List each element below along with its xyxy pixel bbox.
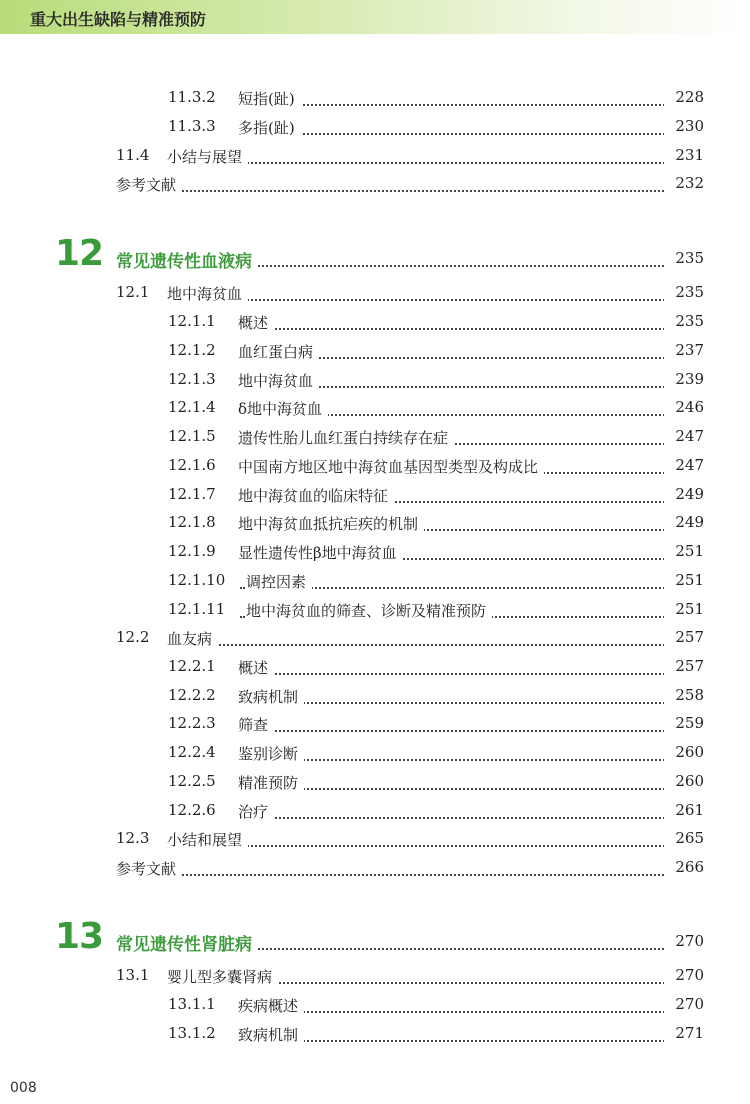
- toc-entry-title: 地中海贫血: [167, 283, 248, 304]
- toc-entry-number: 11.3.3: [168, 117, 216, 135]
- toc-entry[interactable]: [0, 772, 750, 798]
- toc-entry-page: 235: [664, 312, 704, 330]
- toc-entry[interactable]: [0, 542, 750, 568]
- page-number: 008: [10, 1080, 37, 1096]
- toc-leader-dots: [240, 716, 704, 732]
- toc-entry-title: 显性遗传性β地中海贫血: [238, 542, 403, 563]
- toc-entry-page: 246: [664, 398, 704, 416]
- toc-entry-title: 中国南方地区地中海贫血基因型类型及构成比: [238, 456, 544, 477]
- toc-entry-page: 260: [664, 772, 704, 790]
- toc-entry[interactable]: [0, 1024, 750, 1050]
- toc-entry[interactable]: [0, 117, 750, 143]
- toc-leader-dots: [240, 803, 704, 819]
- toc-entry[interactable]: [0, 513, 750, 539]
- toc-entry-title: 精准预防: [238, 772, 304, 793]
- toc-entry-number: 12.1.5: [168, 427, 216, 445]
- toc-leader-dots: [240, 774, 704, 790]
- toc-entry[interactable]: [0, 571, 750, 597]
- toc-entry[interactable]: [0, 456, 750, 482]
- toc-entry[interactable]: [0, 427, 750, 453]
- toc-leader-dots: [240, 745, 704, 761]
- toc-entry-number: 12.2.2: [168, 686, 216, 704]
- toc-entry[interactable]: [0, 966, 750, 992]
- chapter-page: 270: [664, 932, 704, 950]
- toc-entry-title: 小结和展望: [167, 829, 248, 850]
- toc-entry-number: 12.2.3: [168, 714, 216, 732]
- toc-entry[interactable]: [0, 600, 750, 626]
- toc-entry[interactable]: [0, 146, 750, 172]
- toc-entry-title: 鉴别诊断: [238, 743, 304, 764]
- toc-entry-title: 筛查: [238, 714, 274, 735]
- toc-entry-title: 致病机制: [238, 1024, 304, 1045]
- toc-entry[interactable]: [0, 829, 750, 855]
- toc-entry-number: 13.1: [116, 966, 150, 984]
- toc-entry[interactable]: [0, 995, 750, 1021]
- toc-entry-number: 12.1.11: [168, 600, 226, 618]
- toc-entry-page: 270: [664, 995, 704, 1013]
- toc-entry[interactable]: [0, 174, 750, 200]
- toc-entry-title: 遗传性胎儿血红蛋白持续存在症: [238, 427, 454, 448]
- toc-entry-title: 婴儿型多囊肾病: [167, 966, 278, 987]
- chapter-title: 常见遗传性肾脏病: [116, 930, 258, 955]
- toc-entry-page: 261: [664, 801, 704, 819]
- toc-leader-dots: [118, 176, 704, 192]
- chapter-number: 13: [55, 916, 104, 957]
- toc-leader-dots: [240, 659, 704, 675]
- toc-leader-dots: [118, 860, 704, 876]
- toc-entry-number: 11.4: [116, 146, 150, 164]
- toc-entry-title: 治疗: [238, 801, 274, 822]
- toc-entry-number: 12.1.4: [168, 398, 216, 416]
- toc-entry-number: 12.1.10: [168, 571, 226, 589]
- toc-entry[interactable]: [0, 398, 750, 424]
- toc-entry-number: 12.2.4: [168, 743, 216, 761]
- toc-entry-title: 调控因素: [246, 571, 312, 592]
- toc-entry-page: 249: [664, 513, 704, 531]
- toc-leader-dots: [240, 688, 704, 704]
- toc-entry[interactable]: [0, 743, 750, 769]
- toc-entry-page: 259: [664, 714, 704, 732]
- toc-entry-title: 地中海贫血: [238, 370, 319, 391]
- toc-entry-title: 致病机制: [238, 686, 304, 707]
- toc-entry-page: 251: [664, 542, 704, 560]
- toc-entry-title: δ地中海贫血: [238, 398, 328, 419]
- toc-entry-page: 251: [664, 571, 704, 589]
- toc-entry-page: 258: [664, 686, 704, 704]
- toc-entry-page: 251: [664, 600, 704, 618]
- toc-entry-title: 地中海贫血抵抗疟疾的机制: [238, 513, 424, 534]
- toc-entry[interactable]: [0, 714, 750, 740]
- toc-entry-number: 13.1.2: [168, 1024, 216, 1042]
- toc-entry[interactable]: [0, 858, 750, 884]
- toc-entry[interactable]: [0, 312, 750, 338]
- toc-entry-page: 232: [664, 174, 704, 192]
- toc-entry-number: 12.3: [116, 829, 150, 847]
- toc-leader-dots: [168, 630, 704, 646]
- toc-entry-page: 239: [664, 370, 704, 388]
- toc-entry-title: 多指(趾): [238, 117, 301, 138]
- toc-entry-number: 12.1: [116, 283, 150, 301]
- toc-entry-page: 271: [664, 1024, 704, 1042]
- toc-entry-number: 12.1.9: [168, 542, 216, 560]
- toc-entry-title: 参考文献: [116, 174, 182, 195]
- toc-entry-number: 12.2.6: [168, 801, 216, 819]
- page-header: [0, 0, 750, 34]
- toc-entry[interactable]: [0, 370, 750, 396]
- toc-entry[interactable]: [0, 628, 750, 654]
- toc-entry-number: 12.2.5: [168, 772, 216, 790]
- chapter-title: 常见遗传性血液病: [116, 247, 258, 272]
- chapter-page: 235: [664, 249, 704, 267]
- toc-entry[interactable]: [0, 341, 750, 367]
- toc-entry-title: 概述: [238, 657, 274, 678]
- toc-entry-title: 血红蛋白病: [238, 341, 319, 362]
- toc-leader-dots: [240, 314, 704, 330]
- toc-entry[interactable]: [0, 88, 750, 114]
- toc-entry-title: 参考文献: [116, 858, 182, 879]
- toc-entry-page: 247: [664, 427, 704, 445]
- toc-entry-page: 266: [664, 858, 704, 876]
- toc-entry-page: 237: [664, 341, 704, 359]
- toc-entry-number: 12.1.2: [168, 341, 216, 359]
- toc-entry[interactable]: [0, 657, 750, 683]
- toc-leader-dots: [240, 1026, 704, 1042]
- toc-entry-number: 13.1.1: [168, 995, 216, 1013]
- toc-entry-page: 230: [664, 117, 704, 135]
- toc-entry-number: 12.1.8: [168, 513, 216, 531]
- toc-entry-number: 12.1.3: [168, 370, 216, 388]
- toc-entry-number: 12.2: [116, 628, 150, 646]
- toc-entry-title: 地中海贫血的临床特征: [238, 485, 394, 506]
- toc-entry-title: 疾病概述: [238, 995, 304, 1016]
- toc-entry[interactable]: [0, 686, 750, 712]
- toc-leader-dots: [240, 119, 704, 135]
- toc-entry-page: 249: [664, 485, 704, 503]
- toc-leader-dots: [168, 285, 704, 301]
- toc-entry-page: 231: [664, 146, 704, 164]
- toc-entry-title: 血友病: [167, 628, 218, 649]
- toc-entry-number: 12.2.1: [168, 657, 216, 675]
- book-title: 重大出生缺陷与精准预防: [30, 10, 207, 29]
- toc-entry-page: 257: [664, 657, 704, 675]
- chapter-heading[interactable]: [0, 916, 750, 960]
- toc-entry-page: 228: [664, 88, 704, 106]
- toc-entry-title: 小结与展望: [167, 146, 248, 167]
- toc-entry-page: 247: [664, 456, 704, 474]
- toc-entry-page: 270: [664, 966, 704, 984]
- toc-entry-number: 12.1.7: [168, 485, 216, 503]
- toc-entry-number: 12.1.1: [168, 312, 216, 330]
- toc-leader-dots: [240, 997, 704, 1013]
- toc-entry-number: 11.3.2: [168, 88, 216, 106]
- toc-leader-dots: [168, 831, 704, 847]
- chapter-heading[interactable]: [0, 233, 750, 277]
- toc-entry-page: 235: [664, 283, 704, 301]
- toc-entry-number: 12.1.6: [168, 456, 216, 474]
- toc-entry-page: 260: [664, 743, 704, 761]
- chapter-number: 12: [55, 233, 104, 274]
- toc-entry-title: 短指(趾): [238, 88, 301, 109]
- toc-entry-title: 概述: [238, 312, 274, 333]
- toc-leader-dots: [168, 148, 704, 164]
- toc-entry[interactable]: [0, 801, 750, 827]
- toc-entry[interactable]: [0, 485, 750, 511]
- toc-entry[interactable]: [0, 283, 750, 309]
- toc-entry-title: 地中海贫血的筛查、诊断及精准预防: [246, 600, 492, 621]
- toc-entry-page: 265: [664, 829, 704, 847]
- toc-entry-page: 257: [664, 628, 704, 646]
- toc-leader-dots: [240, 90, 704, 106]
